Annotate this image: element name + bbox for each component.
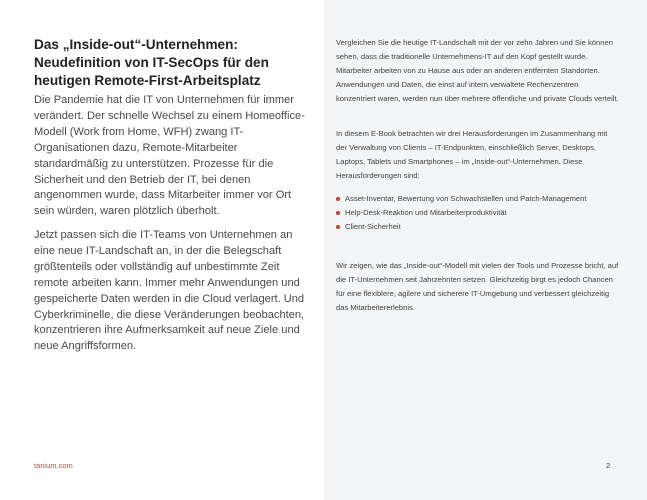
list-item-text: Help-Desk-Reaktion und Mitarbeiterproduktivität xyxy=(345,208,507,218)
intro-paragraph-2: Jetzt passen sich die IT-Teams von Unternehmen an eine neue IT-Landschaft an, in der die Belegschaft größtenteils oder vollständig auf unbestimmte Zeit remote arbeiten kann. Immer mehr Anwendungen und gespeicherte Daten werden in die Cloud verlagert. Und Cyberkriminelle, die diese Veränderungen beobachten, konzentrieren ihre Aufmerksamkeit auf neue Ziele und neue Angriffsformen. xyxy=(34,229,305,353)
title-line-1: Das „Inside-out“-Unternehmen: xyxy=(34,37,238,52)
body-paragraph-3: Wir zeigen, wie das „Inside-out“-Modell mit vielen der Tools und Prozesse bricht, auf die IT-Unternehmen seit Jahrzehnten setzen. Gleichzeitig birgt es jedoch Chancen für eine flexiblere, agilere und sicherere IT-Umgebung und verbessert gleichzeitig das Mitarbeitererlebnis. xyxy=(336,261,619,313)
title-line-2: Neudefinition von IT-SecOps für den xyxy=(34,55,269,70)
list-item xyxy=(336,192,620,206)
list-item-text: Client-Sicherheit xyxy=(345,222,401,232)
list-item xyxy=(336,220,620,234)
page-number: 2 xyxy=(606,461,611,470)
body-paragraph-2: In diesem E-Book betrachten wir drei Herausforderungen im Zusammenhang mit der Verwaltung von Clients – IT-Endpunkten, einschließlich Server, Desktops, Laptops, Tablets und Smartphones – im „Inside-out“-Unternehmen. Diese Herausforderungen sind: xyxy=(336,129,608,181)
list-item-text: Asset-Inventar, Bewertung von Schwachstellen und Patch-Management xyxy=(345,194,587,203)
footer-website-link[interactable]: tanium.com xyxy=(34,461,73,470)
bullet-dot-icon xyxy=(336,197,340,201)
bullet-dot-icon xyxy=(336,225,340,229)
challenges-list xyxy=(336,192,620,234)
bullet-dot-icon xyxy=(336,211,340,215)
body-paragraph-1: Vergleichen Sie die heutige IT-Landschaft mit der vor zehn Jahren und Sie können sehen, dass die traditionelle Unternehmens-IT auf den Kopf gestellt wurde. Mitarbeiter arbeiten von zu Hause aus oder an anderen entfernten Standorten. Anwendungen und Daten, die einst auf intern verwaltete Rechenzentren konzentriert waren, werden nun über mehrere öffentliche und private Clouds verteilt. xyxy=(336,38,619,104)
list-item xyxy=(336,206,620,220)
title-line-3: heutigen Remote-First-Arbeitsplatz xyxy=(34,73,261,88)
page-title xyxy=(34,36,304,90)
intro-paragraph-1: Die Pandemie hat die IT von Unternehmen für immer verändert. Der schnelle Wechsel zu einem Homeoffice-Modell (Work from Home, WFH) zwang IT-Organisationen dazu, Remote-Mitarbeiter standardmäßig zu unterstützen. Prozesse für die Sicherheit und den Betrieb der IT, bei denen angenommen wurde, dass Mitarbeiter immer vor Ort sein würden, waren plötzlich überholt. xyxy=(34,94,305,218)
